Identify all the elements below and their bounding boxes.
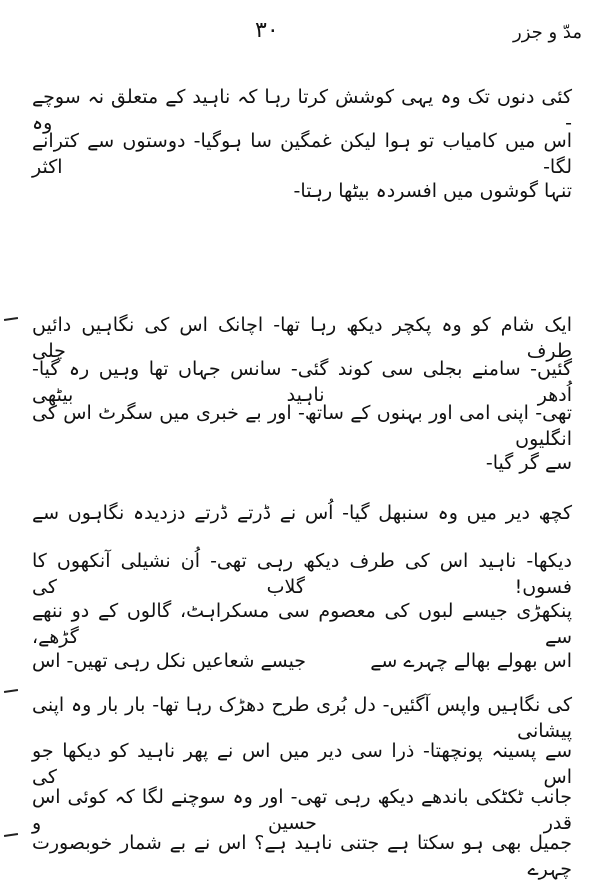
text-line-end: جیسے شعاعیں نکل رہی تھیں- اس bbox=[32, 650, 307, 672]
text-line: کی نگاہیں واپس آگئیں- دل بُری طرح دھڑک رہا تھا- بار بار وہ اپنی پیشانی bbox=[32, 694, 572, 742]
text-line: تھی- اپنی امی اور بہنوں کے ساتھ- اور بے خبری میں سگرٹ اس کی انگلیوں bbox=[32, 402, 572, 450]
text-line: دیکھا- ناہید اس کی طرف دیکھ رہی تھی- اُن نشیلی آنکھوں کا فسوں! گلاب کی bbox=[32, 550, 572, 598]
text-line: جانب ٹکٹکی باندھے دیکھ رہی تھی- اور وہ سوچنے لگا کہ کوئی اس قدر حسین و bbox=[32, 786, 572, 834]
margin-pencil-mark bbox=[4, 833, 18, 837]
text-line: کئی دنوں تک وہ یہی کوشش کرتا رہا کہ ناہید کے متعلق نہ سوچے - وہ bbox=[32, 86, 572, 134]
page-number: ۳۰ bbox=[255, 18, 279, 43]
text-line: ایک شام کو وہ پکچر دیکھ رہا تھا- اچانک اس کی نگاہیں دائیں طرف چلی bbox=[32, 314, 572, 362]
text-line: سے گر گیا- bbox=[485, 452, 572, 474]
running-header-title: مدّ و جزر bbox=[513, 22, 582, 43]
text-line: گئیں- سامنے بجلی سی کوند گئی- سانس جہاں تھا وہیں رہ گیا- اُدھر ناہید بیٹھی bbox=[32, 358, 572, 406]
text-line: جمیل بھی ہو سکتا ہے جتنی ناہید ہے؟ اس نے بے شمار خوبصورت چہرے bbox=[32, 832, 572, 880]
text-line: سے پسینہ پونچھتا- ذرا سی دیر میں اس نے پھر ناہید کو دیکھا جو اس کی bbox=[32, 740, 572, 788]
margin-pencil-mark bbox=[4, 317, 18, 321]
text-line-start: اس بھولے بھالے چہرے سے bbox=[370, 650, 572, 672]
text-line: پنکھڑی جیسے لبوں کی معصوم سی مسکراہٹ، گالوں کے دو ننھے سے گڑھے، bbox=[32, 600, 572, 648]
text-line: اس میں کامیاب تو ہوا لیکن غمگین سا ہوگیا- دوستوں سے کترانے لگا- اکثر bbox=[32, 130, 572, 178]
text-line: تنہا گوشوں میں افسردہ بیٹھا رہتا- bbox=[293, 180, 572, 202]
margin-pencil-mark bbox=[4, 689, 18, 693]
text-line: کچھ دیر میں وہ سنبھل گیا- اُس نے ڈرتے ڈرتے دزدیدہ نگاہوں سے bbox=[32, 502, 572, 524]
